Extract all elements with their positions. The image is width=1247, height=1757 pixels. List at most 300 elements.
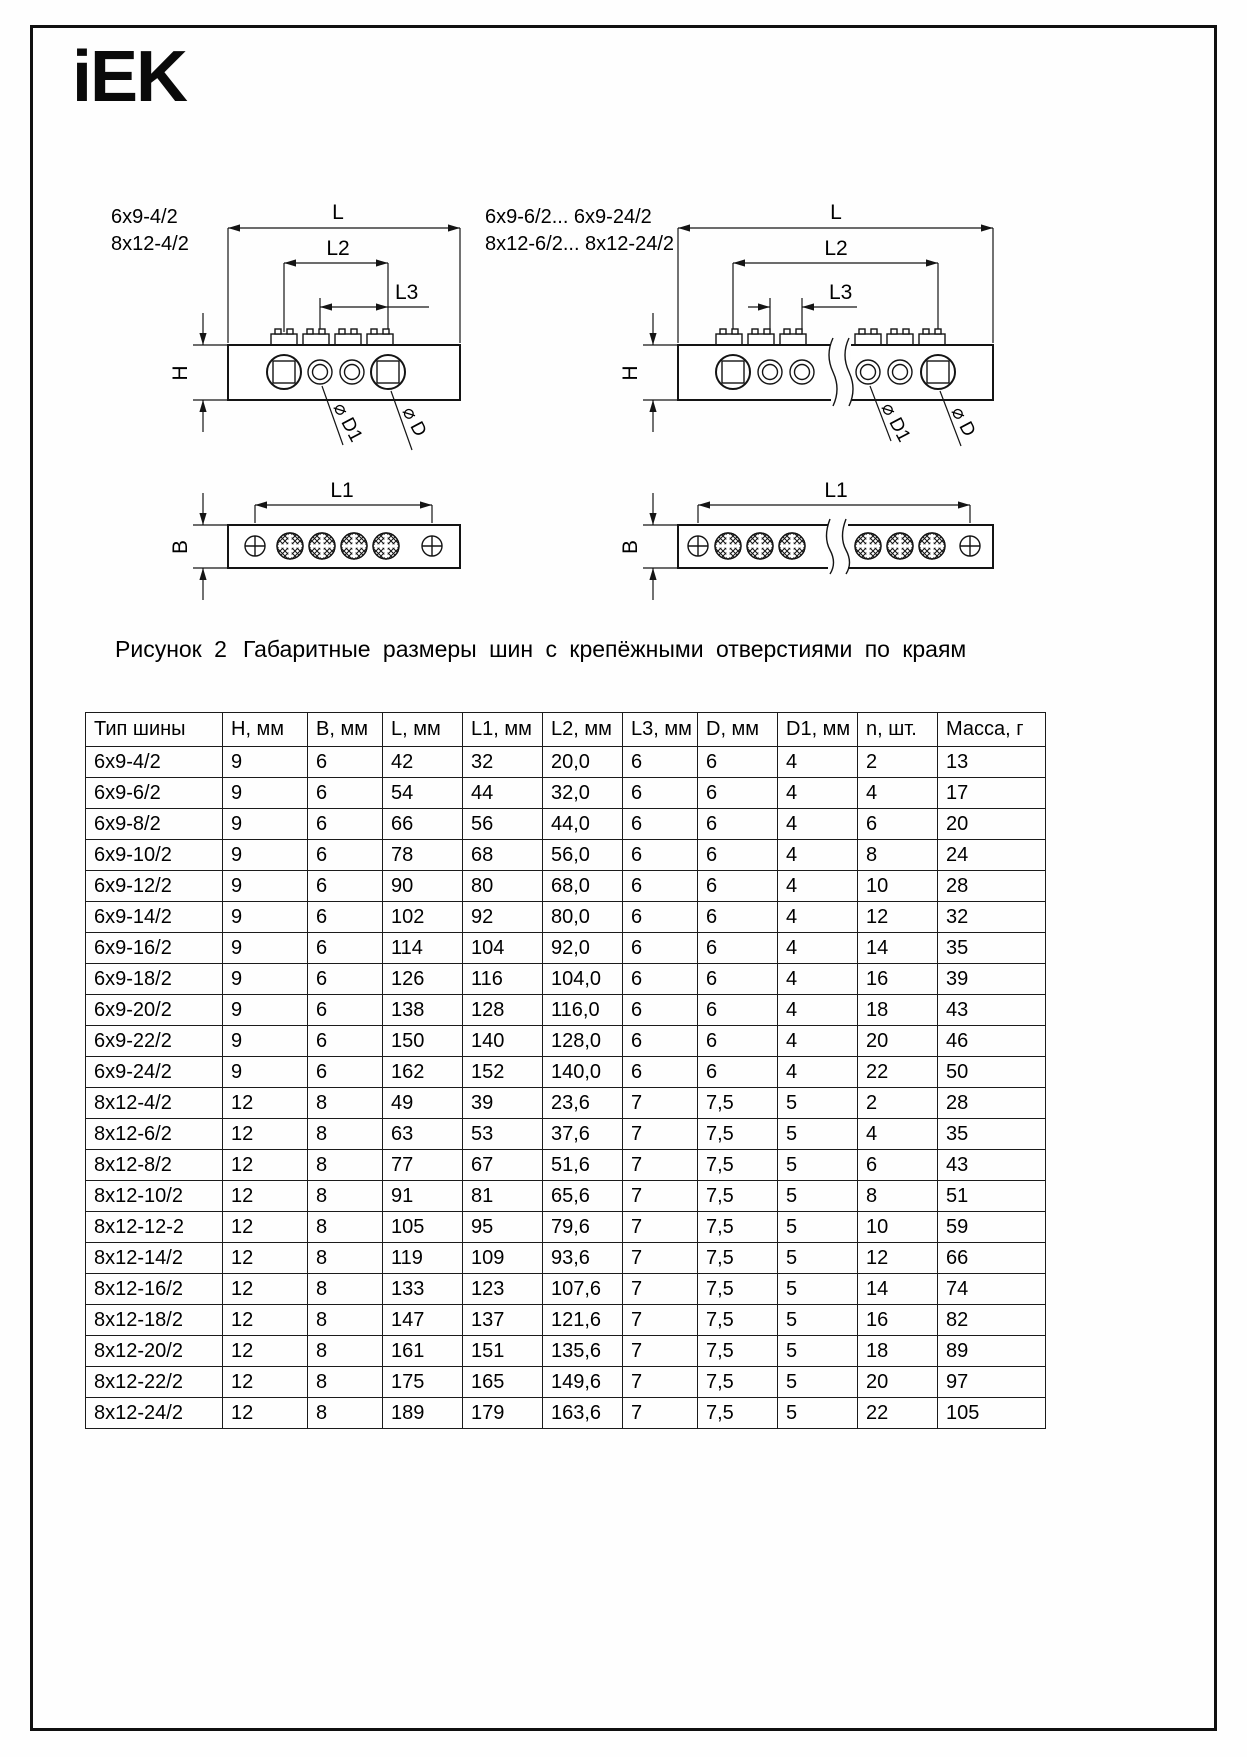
value-cell: 116,0 [543, 995, 623, 1026]
table-row [86, 1057, 1046, 1088]
value-cell: 4 [778, 840, 858, 871]
dimension-B [169, 493, 228, 600]
value-cell: 128 [463, 995, 543, 1026]
value-cell: 53 [463, 1119, 543, 1150]
column-header: Н, мм [223, 713, 308, 747]
value-cell: 12 [223, 1088, 308, 1119]
terminal-screw [887, 533, 913, 559]
dimension-L1 [698, 479, 970, 523]
value-cell: 93,6 [543, 1243, 623, 1274]
value-cell: 6 [623, 747, 698, 778]
value-cell: 18 [858, 995, 938, 1026]
value-cell: 102 [383, 902, 463, 933]
table-header-row [86, 713, 1046, 747]
value-cell: 66 [383, 809, 463, 840]
value-cell: 7,5 [698, 1088, 778, 1119]
dim-label-D: ⌀ D [397, 403, 431, 441]
value-cell: 8 [308, 1398, 383, 1429]
table-row [86, 1181, 1046, 1212]
value-cell: 6 [623, 871, 698, 902]
value-cell: 107,6 [543, 1274, 623, 1305]
variant-label: 6х9-6/2... 6х9-24/2 [485, 206, 652, 228]
value-cell: 7,5 [698, 1398, 778, 1429]
table-row [86, 1398, 1046, 1429]
value-cell: 8 [308, 1367, 383, 1398]
value-cell: 6 [858, 1150, 938, 1181]
value-cell: 12 [223, 1367, 308, 1398]
dimension-L2 [284, 237, 388, 332]
value-cell: 90 [383, 871, 463, 902]
column-header: Масса, г [938, 713, 1046, 747]
value-cell: 6 [623, 995, 698, 1026]
table-row [86, 1212, 1046, 1243]
value-cell: 6 [698, 933, 778, 964]
value-cell: 6 [623, 1057, 698, 1088]
table-body [86, 747, 1046, 1429]
mounting-screw [245, 536, 265, 556]
dim-label-L2: L2 [326, 237, 350, 260]
value-cell: 6 [308, 747, 383, 778]
table-row [86, 1150, 1046, 1181]
value-cell: 54 [383, 778, 463, 809]
value-cell: 7,5 [698, 1243, 778, 1274]
value-cell: 4 [778, 995, 858, 1026]
value-cell: 121,6 [543, 1305, 623, 1336]
terminal-screw [309, 533, 335, 559]
bus-type-cell: 6х9-24/2 [86, 1057, 223, 1088]
dim-label-B: B [169, 539, 192, 555]
value-cell: 7 [623, 1181, 698, 1212]
drawing-busbar-short [95, 195, 475, 625]
value-cell: 6 [308, 964, 383, 995]
value-cell: 16 [858, 964, 938, 995]
terminal-tabs [271, 329, 393, 345]
bus-type-cell: 6х9-22/2 [86, 1026, 223, 1057]
value-cell: 105 [938, 1398, 1046, 1429]
dimension-L3 [320, 281, 429, 332]
value-cell: 6 [698, 871, 778, 902]
value-cell: 5 [778, 1181, 858, 1212]
drawing-busbar-long [483, 195, 1008, 625]
value-cell: 6 [308, 871, 383, 902]
table-row [86, 1119, 1046, 1150]
mounting-screw [960, 536, 980, 556]
bus-type-cell: 6х9-10/2 [86, 840, 223, 871]
value-cell: 56,0 [543, 840, 623, 871]
dim-label-L3: L3 [395, 281, 419, 304]
value-cell: 35 [938, 933, 1046, 964]
value-cell: 7 [623, 1150, 698, 1181]
column-header: D, мм [698, 713, 778, 747]
table-row [86, 1367, 1046, 1398]
terminal-screw [277, 533, 303, 559]
value-cell: 119 [383, 1243, 463, 1274]
dim-label-L: L [332, 201, 344, 224]
value-cell: 6 [308, 1057, 383, 1088]
value-cell: 6 [623, 1026, 698, 1057]
column-header: L2, мм [543, 713, 623, 747]
bus-type-cell: 8х12-16/2 [86, 1274, 223, 1305]
terminal-screw [779, 533, 805, 559]
table-row [86, 1026, 1046, 1057]
value-cell: 63 [383, 1119, 463, 1150]
value-cell: 97 [938, 1367, 1046, 1398]
value-cell: 4 [778, 1057, 858, 1088]
figure-number: Рисунок 2 [115, 636, 227, 662]
value-cell: 6 [698, 1026, 778, 1057]
value-cell: 12 [223, 1305, 308, 1336]
bus-type-cell: 8х12-18/2 [86, 1305, 223, 1336]
value-cell: 24 [938, 840, 1046, 871]
bus-type-cell: 8х12-6/2 [86, 1119, 223, 1150]
value-cell: 6 [698, 809, 778, 840]
value-cell: 133 [383, 1274, 463, 1305]
value-cell: 14 [858, 1274, 938, 1305]
top-view [678, 519, 993, 574]
value-cell: 116 [463, 964, 543, 995]
value-cell: 6 [698, 1057, 778, 1088]
column-header: L3, мм [623, 713, 698, 747]
figure-caption-text: Габаритные размеры шин с крепёжными отверстиями по краям [242, 636, 967, 662]
value-cell: 8 [308, 1243, 383, 1274]
value-cell: 20,0 [543, 747, 623, 778]
bus-type-cell: 8х12-12-2 [86, 1212, 223, 1243]
value-cell: 42 [383, 747, 463, 778]
terminal-screw [919, 533, 945, 559]
value-cell: 74 [938, 1274, 1046, 1305]
value-cell: 8 [308, 1119, 383, 1150]
bus-type-cell: 8х12-14/2 [86, 1243, 223, 1274]
value-cell: 51 [938, 1181, 1046, 1212]
value-cell: 78 [383, 840, 463, 871]
table-row [86, 809, 1046, 840]
value-cell: 105 [383, 1212, 463, 1243]
value-cell: 9 [223, 871, 308, 902]
value-cell: 37,6 [543, 1119, 623, 1150]
value-cell: 9 [223, 778, 308, 809]
value-cell: 6 [623, 840, 698, 871]
value-cell: 8 [858, 1181, 938, 1212]
value-cell: 10 [858, 871, 938, 902]
value-cell: 91 [383, 1181, 463, 1212]
value-cell: 179 [463, 1398, 543, 1429]
value-cell: 22 [858, 1398, 938, 1429]
value-cell: 6 [308, 840, 383, 871]
dimension-H [619, 313, 678, 432]
terminal-screw [855, 533, 881, 559]
mounting-screw [688, 536, 708, 556]
value-cell: 9 [223, 902, 308, 933]
value-cell: 6 [698, 902, 778, 933]
dim-label-L3: L3 [829, 281, 853, 304]
variant-label: 6х9-4/2 [111, 206, 178, 228]
side-view [678, 329, 993, 406]
value-cell: 68 [463, 840, 543, 871]
value-cell: 7,5 [698, 1367, 778, 1398]
value-cell: 18 [858, 1336, 938, 1367]
value-cell: 20 [938, 809, 1046, 840]
value-cell: 80 [463, 871, 543, 902]
bus-type-cell: 6х9-18/2 [86, 964, 223, 995]
value-cell: 7,5 [698, 1336, 778, 1367]
table-row [86, 964, 1046, 995]
bus-type-cell: 8х12-8/2 [86, 1150, 223, 1181]
table-row [86, 902, 1046, 933]
table-row [86, 747, 1046, 778]
bus-type-cell: 6х9-16/2 [86, 933, 223, 964]
value-cell: 66 [938, 1243, 1046, 1274]
bus-type-cell: 6х9-20/2 [86, 995, 223, 1026]
value-cell: 20 [858, 1026, 938, 1057]
table-row [86, 1243, 1046, 1274]
value-cell: 149,6 [543, 1367, 623, 1398]
value-cell: 114 [383, 933, 463, 964]
dimension-L [678, 201, 993, 343]
value-cell: 5 [778, 1336, 858, 1367]
value-cell: 20 [858, 1367, 938, 1398]
value-cell: 13 [938, 747, 1046, 778]
value-cell: 5 [778, 1119, 858, 1150]
value-cell: 189 [383, 1398, 463, 1429]
dim-label-B: B [619, 539, 642, 555]
value-cell: 32 [463, 747, 543, 778]
value-cell: 6 [623, 809, 698, 840]
value-cell: 44,0 [543, 809, 623, 840]
value-cell: 79,6 [543, 1212, 623, 1243]
value-cell: 82 [938, 1305, 1046, 1336]
value-cell: 5 [778, 1150, 858, 1181]
table-row [86, 871, 1046, 902]
dim-label-L1: L1 [824, 479, 848, 502]
value-cell: 28 [938, 871, 1046, 902]
column-header: D1, мм [778, 713, 858, 747]
dimension-L [228, 201, 460, 343]
terminal-screw [715, 533, 741, 559]
figure-caption [115, 636, 1075, 663]
value-cell: 6 [308, 1026, 383, 1057]
value-cell: 67 [463, 1150, 543, 1181]
value-cell: 6 [308, 995, 383, 1026]
value-cell: 2 [858, 1088, 938, 1119]
value-cell: 6 [308, 809, 383, 840]
value-cell: 8 [308, 1181, 383, 1212]
value-cell: 5 [778, 1305, 858, 1336]
column-header: n, шт. [858, 713, 938, 747]
value-cell: 9 [223, 933, 308, 964]
value-cell: 162 [383, 1057, 463, 1088]
bus-type-cell: 8х12-20/2 [86, 1336, 223, 1367]
value-cell: 12 [223, 1212, 308, 1243]
bus-type-cell: 6х9-12/2 [86, 871, 223, 902]
value-cell: 137 [463, 1305, 543, 1336]
value-cell: 128,0 [543, 1026, 623, 1057]
value-cell: 152 [463, 1057, 543, 1088]
value-cell: 50 [938, 1057, 1046, 1088]
dimension-H [169, 313, 228, 432]
value-cell: 12 [223, 1181, 308, 1212]
value-cell: 77 [383, 1150, 463, 1181]
dimension-B [619, 493, 678, 600]
value-cell: 49 [383, 1088, 463, 1119]
value-cell: 81 [463, 1181, 543, 1212]
table-row [86, 1274, 1046, 1305]
value-cell: 7 [623, 1336, 698, 1367]
dim-label-H: H [619, 365, 642, 381]
value-cell: 12 [223, 1150, 308, 1181]
value-cell: 39 [463, 1088, 543, 1119]
side-view [228, 329, 460, 400]
value-cell: 7 [623, 1367, 698, 1398]
column-header: L1, мм [463, 713, 543, 747]
value-cell: 10 [858, 1212, 938, 1243]
value-cell: 7 [623, 1274, 698, 1305]
value-cell: 6 [698, 964, 778, 995]
value-cell: 7 [623, 1212, 698, 1243]
value-cell: 46 [938, 1026, 1046, 1057]
value-cell: 6 [623, 778, 698, 809]
value-cell: 14 [858, 933, 938, 964]
value-cell: 151 [463, 1336, 543, 1367]
value-cell: 28 [938, 1088, 1046, 1119]
table-row [86, 1336, 1046, 1367]
value-cell: 12 [223, 1398, 308, 1429]
value-cell: 5 [778, 1088, 858, 1119]
value-cell: 7,5 [698, 1150, 778, 1181]
column-header: В, мм [308, 713, 383, 747]
value-cell: 7 [623, 1119, 698, 1150]
value-cell: 12 [858, 1243, 938, 1274]
value-cell: 5 [778, 1274, 858, 1305]
table-header [86, 713, 1046, 747]
value-cell: 140,0 [543, 1057, 623, 1088]
value-cell: 140 [463, 1026, 543, 1057]
terminal-screw [747, 533, 773, 559]
value-cell: 56 [463, 809, 543, 840]
value-cell: 4 [858, 778, 938, 809]
table-row [86, 995, 1046, 1026]
value-cell: 8 [308, 1336, 383, 1367]
value-cell: 16 [858, 1305, 938, 1336]
value-cell: 6 [858, 809, 938, 840]
value-cell: 9 [223, 1057, 308, 1088]
value-cell: 12 [223, 1336, 308, 1367]
value-cell: 9 [223, 995, 308, 1026]
value-cell: 43 [938, 1150, 1046, 1181]
variant-label: 8х12-6/2... 8х12-24/2 [485, 233, 675, 255]
value-cell: 8 [308, 1150, 383, 1181]
value-cell: 126 [383, 964, 463, 995]
value-cell: 12 [223, 1274, 308, 1305]
value-cell: 9 [223, 809, 308, 840]
value-cell: 123 [463, 1274, 543, 1305]
value-cell: 7 [623, 1088, 698, 1119]
bus-type-cell: 6х9-4/2 [86, 747, 223, 778]
dim-label-D1: ⌀ D1 [876, 399, 915, 446]
value-cell: 8 [308, 1212, 383, 1243]
value-cell: 4 [778, 933, 858, 964]
value-cell: 5 [778, 1398, 858, 1429]
top-view [228, 525, 460, 568]
mounting-screw [422, 536, 442, 556]
value-cell: 7 [623, 1243, 698, 1274]
value-cell: 22 [858, 1057, 938, 1088]
value-cell: 92,0 [543, 933, 623, 964]
value-cell: 9 [223, 964, 308, 995]
value-cell: 6 [308, 933, 383, 964]
column-header: Тип шины [86, 713, 223, 747]
dim-label-L2: L2 [824, 237, 848, 260]
value-cell: 89 [938, 1336, 1046, 1367]
value-cell: 12 [858, 902, 938, 933]
value-cell: 95 [463, 1212, 543, 1243]
value-cell: 4 [778, 871, 858, 902]
value-cell: 4 [778, 964, 858, 995]
bus-type-cell: 8х12-24/2 [86, 1398, 223, 1429]
value-cell: 175 [383, 1367, 463, 1398]
value-cell: 161 [383, 1336, 463, 1367]
value-cell: 39 [938, 964, 1046, 995]
value-cell: 6 [698, 747, 778, 778]
value-cell: 44 [463, 778, 543, 809]
value-cell: 109 [463, 1243, 543, 1274]
value-cell: 6 [698, 778, 778, 809]
value-cell: 12 [223, 1119, 308, 1150]
dim-label-L: L [830, 201, 842, 224]
table-row [86, 840, 1046, 871]
bus-type-cell: 6х9-14/2 [86, 902, 223, 933]
value-cell: 5 [778, 1212, 858, 1243]
dim-label-D: ⌀ D [946, 403, 980, 441]
variant-label: 8х12-4/2 [111, 233, 189, 255]
value-cell: 51,6 [543, 1150, 623, 1181]
table-row [86, 1088, 1046, 1119]
dim-label-L1: L1 [330, 479, 354, 502]
value-cell: 2 [858, 747, 938, 778]
value-cell: 4 [858, 1119, 938, 1150]
value-cell: 7 [623, 1398, 698, 1429]
value-cell: 23,6 [543, 1088, 623, 1119]
value-cell: 32,0 [543, 778, 623, 809]
value-cell: 7,5 [698, 1305, 778, 1336]
value-cell: 59 [938, 1212, 1046, 1243]
value-cell: 80,0 [543, 902, 623, 933]
iek-logo: iEK [72, 37, 187, 117]
value-cell: 8 [308, 1305, 383, 1336]
table-row [86, 1305, 1046, 1336]
value-cell: 6 [623, 902, 698, 933]
table-row [86, 933, 1046, 964]
value-cell: 163,6 [543, 1398, 623, 1429]
value-cell: 165 [463, 1367, 543, 1398]
value-cell: 6 [698, 995, 778, 1026]
value-cell: 43 [938, 995, 1046, 1026]
value-cell: 7,5 [698, 1181, 778, 1212]
bus-type-cell: 8х12-4/2 [86, 1088, 223, 1119]
value-cell: 6 [308, 902, 383, 933]
value-cell: 12 [223, 1243, 308, 1274]
value-cell: 4 [778, 902, 858, 933]
value-cell: 17 [938, 778, 1046, 809]
value-cell: 8 [858, 840, 938, 871]
value-cell: 8 [308, 1274, 383, 1305]
value-cell: 147 [383, 1305, 463, 1336]
value-cell: 5 [778, 1243, 858, 1274]
value-cell: 6 [623, 964, 698, 995]
bus-type-cell: 8х12-10/2 [86, 1181, 223, 1212]
terminal-screw [373, 533, 399, 559]
value-cell: 4 [778, 747, 858, 778]
value-cell: 4 [778, 809, 858, 840]
